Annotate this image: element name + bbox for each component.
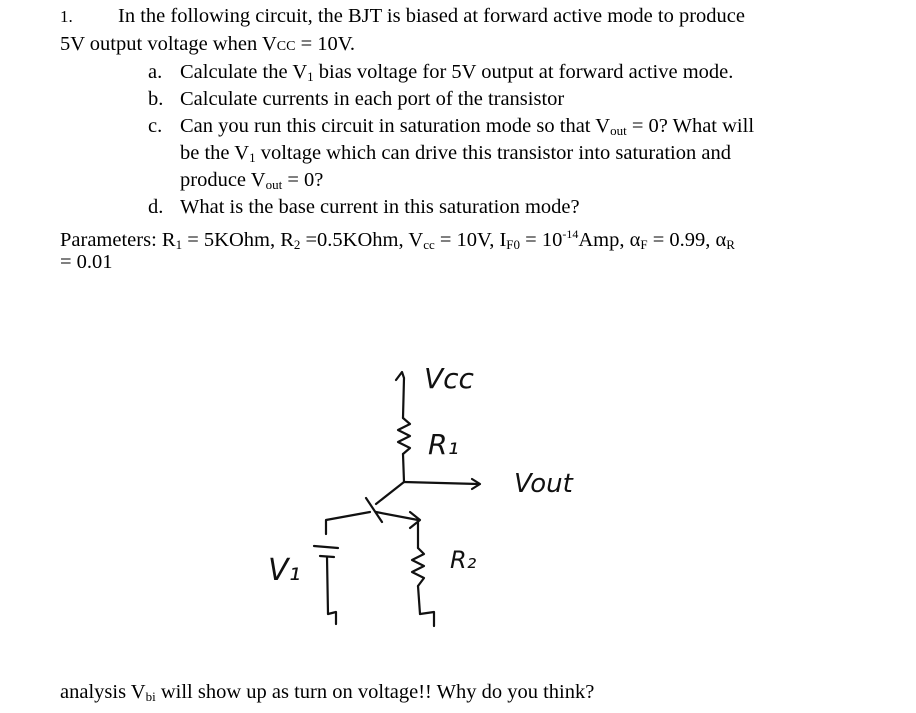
- part-c: c. Can you run this circuit in saturation mode so that $V_{out} = 0$? What will: [148, 115, 755, 138]
- base-wire: [326, 512, 370, 534]
- r2-label: R₂: [450, 546, 477, 574]
- vcc-label: Vcc: [424, 362, 474, 395]
- r1-resistor: [398, 418, 410, 454]
- question-intro-line1: In the following circuit, the BJT is biased at forward active mode to produce: [118, 5, 745, 27]
- footer-note: analysis $V_{bi}$ will show up as turn on voltage!! Why do you think?: [60, 681, 595, 704]
- battery-top-plate: [314, 546, 338, 548]
- part-d: d. What is the base current in this saturation mode?: [148, 196, 580, 218]
- r2-wire: [418, 586, 420, 614]
- part-a: a. Calculate the $V_1$ bias voltage for 5V output at forward active mode.: [148, 61, 734, 84]
- r1-label: R₁: [428, 428, 459, 461]
- collector-wire: [403, 454, 404, 482]
- ground-r2: [420, 612, 434, 626]
- collector-lead: [376, 482, 404, 504]
- parameters-line2: = 0.01: [60, 251, 113, 273]
- question-number: 1.: [60, 7, 73, 26]
- ground-v1: [328, 612, 336, 624]
- vout-label: Vout: [514, 469, 573, 499]
- part-b: b. Calculate currents in each port of the transistor: [148, 88, 565, 110]
- r2-resistor: [412, 548, 424, 586]
- part-c-line2: be the $V_1$ voltage which can drive this transistor into saturation and: [180, 142, 731, 165]
- vout-wire: [404, 482, 478, 484]
- question-intro-line2: 5V output voltage when VCC = 10V.: [60, 33, 356, 55]
- v1-label: V₁: [268, 553, 301, 588]
- vcc-wire: [396, 372, 404, 418]
- parameters-line1: Parameters: $R_1$ = 5KOhm, $R_2$ =0.5KOhm, $V_{cc} = 10V$, $I_{F0} = 10^{-14}Amp$, $\alpha_F = 0.99$, $\alpha_R$: [60, 227, 735, 252]
- part-c-line3: produce $V_{out} = 0$?: [180, 169, 324, 192]
- battery-wire: [327, 557, 328, 614]
